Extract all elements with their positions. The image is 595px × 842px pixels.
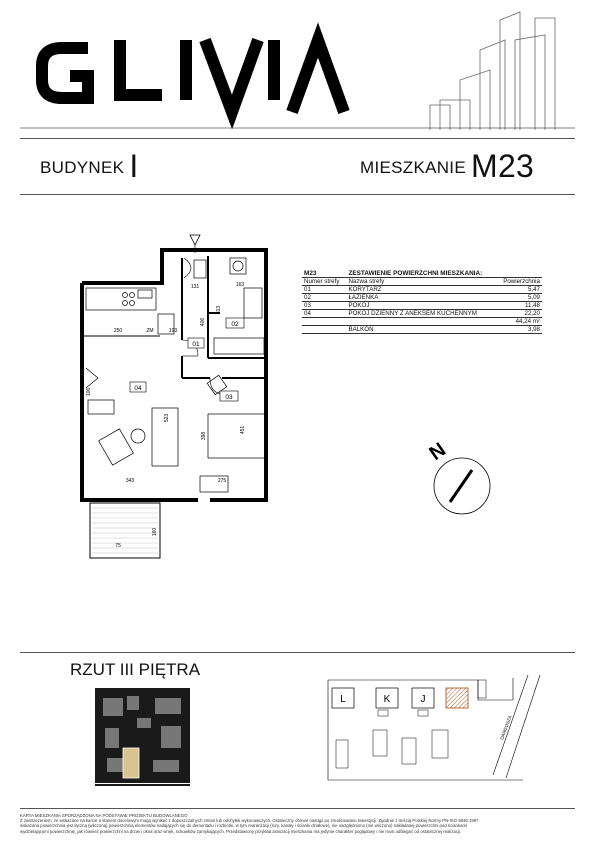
logo-letter-v bbox=[205, 40, 258, 112]
table-row: 04 POKÓJ DZIENNY Z ANEKSEM KUCHENNYM 22,20 bbox=[304, 310, 540, 317]
sink bbox=[244, 288, 262, 318]
col-name: Nazwa strefy bbox=[346, 278, 495, 286]
col-area: Powierzchnia bbox=[496, 278, 542, 286]
logo-letter-a bbox=[292, 40, 344, 112]
footer-disclaimer bbox=[20, 813, 575, 834]
logo-letter-i bbox=[180, 40, 192, 100]
apartment-value: M23 bbox=[471, 148, 535, 184]
building-label: BUDYNEK bbox=[40, 158, 125, 177]
bed bbox=[208, 414, 266, 458]
dim-label: 193 bbox=[168, 328, 178, 334]
room-label-04: 04 bbox=[134, 385, 142, 392]
dim-label: 406 bbox=[200, 317, 206, 327]
apartment-label: MIESZKANIE bbox=[360, 158, 466, 177]
site-label-k: K bbox=[383, 694, 391, 705]
balcony-row bbox=[302, 326, 542, 334]
logo bbox=[0, 0, 595, 135]
footer-line: KARTA MIESZKANIA SPORZĄDZONA NA PODSTAWIE PROJEKTU BUDOWLANEGO bbox=[20, 813, 188, 818]
skyline-decoration bbox=[430, 12, 555, 130]
logo-letter-l bbox=[120, 40, 162, 95]
building-header bbox=[40, 148, 139, 185]
area-code: M23 bbox=[304, 270, 317, 277]
room-label-01: 01 bbox=[192, 341, 200, 348]
building-value: I bbox=[129, 148, 139, 184]
dim-label: 106 bbox=[86, 387, 92, 397]
balcony-area: 3,98 bbox=[496, 326, 542, 334]
area-table bbox=[302, 270, 542, 334]
dim-label: 75 bbox=[115, 543, 121, 549]
site-label-j: J bbox=[420, 694, 426, 705]
footer-line: wskazana powierzchnia jest łączną (wliczoną) powierzchnią elementów nadających się do demontażu i rozbiórki, w tym rearanżacji (rury, kanały i ścianki działowe), nie uwzględniono (nie wliczono) nakładanej powierzchni pod ściankami bbox=[20, 823, 468, 829]
street-label: DARGOSZA bbox=[499, 714, 513, 741]
table-row: 03 POKÓJ 11,48 bbox=[304, 302, 540, 309]
room-label-03: 03 bbox=[225, 394, 233, 401]
balcony bbox=[90, 503, 160, 558]
col-number: Numer strefy bbox=[302, 278, 346, 286]
floor-plan bbox=[70, 228, 285, 573]
zm-label: ZM bbox=[146, 328, 154, 334]
apartment-header bbox=[360, 148, 534, 185]
dim-label: 313 bbox=[216, 305, 222, 315]
apartment-highlight bbox=[123, 748, 139, 778]
site-plan bbox=[318, 670, 543, 790]
dim-label: 451 bbox=[240, 425, 246, 435]
total-area: 44,24 m² bbox=[496, 318, 542, 326]
footer-line: wydzielającymi powierzchnię, jak również powierzchni na drzwi i okna oraz wnęk, schowków zamykających. Przedstawiony przykład aranżacji mieszkania ma jedynie charakter poglądowy i nie musi odbiegać od ostatecznej realizacji. bbox=[20, 828, 462, 834]
logo-letter-g bbox=[42, 48, 88, 98]
total-row bbox=[302, 318, 542, 326]
toilet bbox=[230, 258, 246, 274]
site-building-i-highlight bbox=[446, 688, 468, 708]
compass-north-label: N bbox=[425, 438, 451, 465]
floor-title: RZUT III PIĘTRA bbox=[70, 660, 201, 679]
balcony-label: BALKON bbox=[346, 326, 495, 334]
compass-icon bbox=[420, 430, 500, 520]
room-label-02: 02 bbox=[231, 321, 239, 328]
footer-line: Z zastrzeżeniem, że wskazane na karcie a stanem docelowym mogą wynikać z dopuszczalnych zmian lub odchyłek wykonawczych. Ostateczny obmiar nastąpi po zrealizowaniu inwestycji. Zgodnie z treścią Polskiej Normy PN-ISO 9836:1997 bbox=[20, 818, 479, 824]
dim-label: 250 bbox=[113, 328, 123, 334]
site-label-l: L bbox=[340, 694, 346, 705]
logo-letter-i2 bbox=[268, 40, 280, 100]
dim-label: 343 bbox=[125, 478, 135, 484]
dim-label: 131 bbox=[190, 284, 200, 290]
armchair bbox=[99, 429, 134, 465]
table-row: 01 KORYTARZ 5,47 bbox=[304, 286, 540, 293]
table-row: 02 ŁAZIENKA 5,09 bbox=[304, 294, 540, 301]
dim-label: 398 bbox=[201, 431, 207, 441]
entrance-arrow-icon bbox=[190, 235, 200, 245]
dim-label: 275 bbox=[217, 478, 227, 484]
dim-label: 163 bbox=[235, 282, 245, 288]
floor-key-plan bbox=[95, 688, 195, 788]
dim-label: 523 bbox=[164, 413, 170, 423]
area-title: ZESTAWIENIE POWIERZCHNI MIESZKANIA: bbox=[348, 270, 483, 277]
bathtub bbox=[214, 338, 264, 354]
dim-label: 160 bbox=[152, 527, 158, 537]
